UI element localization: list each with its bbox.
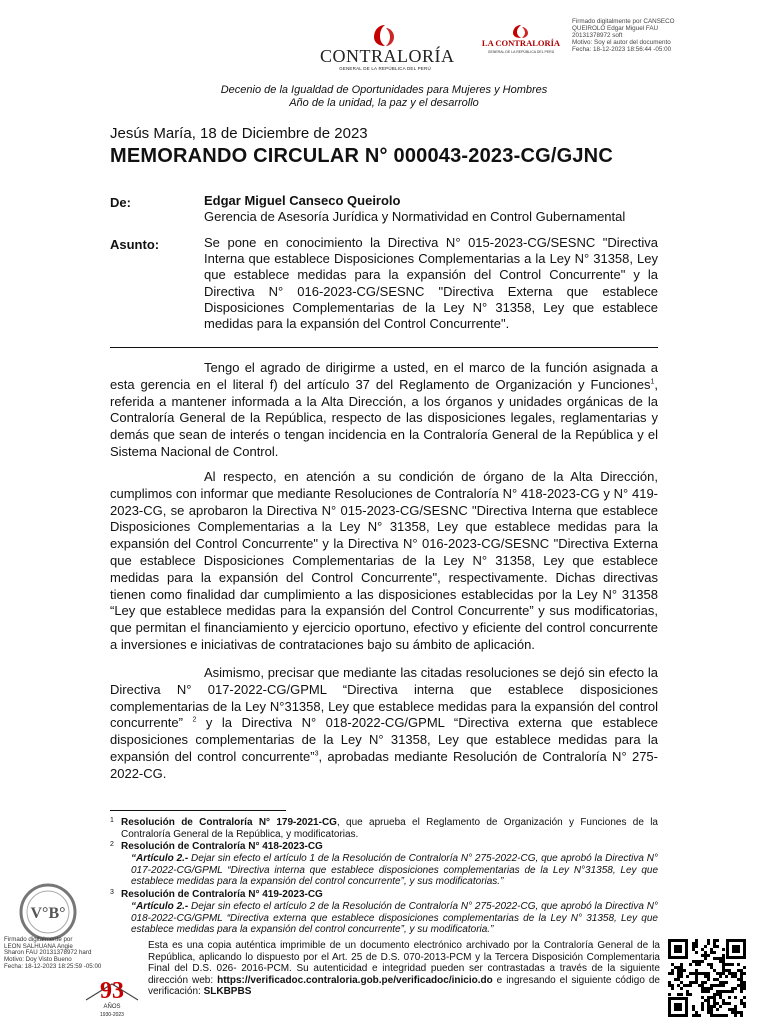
- decenio-line: Decenio de la Igualdad de Oportunidades para Mujeres y Hombres: [220, 84, 548, 96]
- divider: [110, 347, 658, 348]
- signature-line: Motivo: Soy el autor del documento: [572, 39, 671, 47]
- signature-line: Fecha: 18-12-2023 18:56:44 -05:00: [572, 46, 672, 54]
- from-name: Edgar Miguel Canseco Queirolo: [204, 193, 401, 208]
- small-logo-subtitle: GENERAL DE LA REPÚBLICA DEL PERÚ: [487, 50, 555, 54]
- paragraph-text: , referida a mantener informada a la Alta Dirección, a los órganos y unidades orgánicas de la Contraloría General de la República, respecto de las disposiciones legales, reglamentarias y demás que sean de interés o tengan incidencia en la Contraloría General de la República y el Sistema Nacional de Control.: [110, 376, 658, 459]
- subject-label: Asunto:: [110, 237, 160, 252]
- footnote-3: [110, 889, 658, 936]
- paragraph-text: y la Directiva N° 018-2022-CG/GPML “Directiva externa que establece disposiciones complementarias de la Ley N° 31358, Ley que establece medidas para la expansión del control concurrente”: [110, 715, 658, 764]
- anniversary-badge: [80, 960, 144, 1020]
- signature-line: LEON SALHUANA Angie: [4, 942, 73, 950]
- body-paragraph-3: [110, 665, 658, 783]
- memo-date: Jesús María, 18 de Diciembre de 2023: [110, 125, 368, 142]
- paragraph-text: Tengo el agrado de dirigirme a usted, en el marco de la función asignada a esta gerencia en el literal f) del artículo 37 del Reglamento de Organización y Funciones: [110, 360, 658, 392]
- signature-line: Motivo: Doy Visto Bueno: [4, 956, 72, 964]
- footnote-divider: [110, 810, 286, 811]
- digital-signature-top: [572, 18, 762, 53]
- footnote-quote-lead: “Artículo 2.-: [131, 900, 189, 912]
- signature-line: Sharon FAU 20131378972 hard: [4, 949, 92, 957]
- signature-line: 20131378972 soft: [572, 32, 623, 40]
- footnote-ref: 1: [650, 378, 655, 386]
- body-paragraph-2: [110, 469, 658, 654]
- from-label: De:: [110, 195, 131, 210]
- logo-subtitle: GENERAL DE LA REPÚBLICA DEL PERÚ: [339, 66, 431, 71]
- verification-link[interactable]: https://verificadoc.contraloria.gob.pe/verificadoc/inicio.do: [217, 974, 493, 986]
- logo-title: CONTRALORÍA: [320, 46, 455, 66]
- footnote-1: [110, 817, 658, 841]
- footnote-quote: Dejar sin efecto el artículo 1 de la Resolución de Contraloría N° 275-2022-CG, que aprobó la Directiva N° 017-2022-CG/GPML “Directiva interna que establece disposiciones complementarias de la Ley N°31358, Ley que establece medidas para la expansión del control concurrente”, y sus modificatorias.”: [131, 852, 658, 888]
- footnote-number: 3: [110, 889, 114, 896]
- subject-text: Se pone en conocimiento la Directiva N° 015-2023-CG/SESNC "Directiva Interna que establece Disposiciones Complementarias a la Ley N° 31358, Ley que establece medidas para la expansión del Control Concurrente" y la Directiva N° 016-2023-CG/SESNC "Directiva Externa que establece Disposiciones Complementarias de la Ley N° 31358, Ley que establece medidas para la expansión del Control Concurrente".: [204, 235, 658, 332]
- verification-disclaimer: [148, 940, 660, 998]
- contraloria-logo: [320, 22, 455, 71]
- footnote-quote: Dejar sin efecto el artículo 2 de la Resolución de Contraloría N° 275-2022-CG, que aprobó la Directiva N° 018-2022-CG/GPML “Directiva externa que establece disposiciones complementarias de la Ley N° 31358, Ley que establece medidas para la expansión del control concurrente”, y su modificatoria.”: [131, 900, 658, 936]
- decenio-header: [0, 84, 768, 109]
- memo-title: MEMORANDO CIRCULAR N° 000043-2023-CG/GJNC: [110, 145, 613, 167]
- footnote-title: Resolución de Contraloría N° 179-2021-CG: [121, 817, 337, 828]
- footnote-ref: 2: [192, 717, 197, 725]
- paragraph-text: Asimismo, precisar que mediante las citadas resoluciones se dejó sin efecto la Directiva N° 017-2022-CG/GPML “Directiva interna que establece disposiciones complementarias de la Ley N°31358, Ley que establece medidas para la expansión del control concurrente”: [110, 665, 658, 731]
- badge-years: 1930-2023: [100, 1012, 124, 1018]
- disclaimer-text: Esta es una copia auténtica imprimible de un documento electrónico archivado por la Contraloría General de la República, aplicando lo dispuesto por el Art. 25 de D.S. 070-2013-PCM y la Tercera Disposición Complementaria Final del D.S. 026- 2016-PCM. Su autenticidad e integridad pueden ser contrastadas a través de la siguiente dirección web:: [148, 940, 660, 986]
- footnote-title: Resolución de Contraloría N° 419-2023-CG: [121, 889, 323, 900]
- signature-line: Firmado digitalmente por CANSECO: [572, 18, 675, 25]
- body-paragraph-1: [110, 360, 658, 461]
- footnote-ref: 3: [314, 750, 319, 758]
- paragraph-text: , aprobadas mediante Resolución de Contraloría N° 275-2022-CG.: [110, 748, 658, 781]
- badge-label: AÑOS: [103, 1004, 121, 1010]
- disclaimer-text: e ingresando el siguiente código de verificación:: [148, 974, 660, 998]
- vobo-stamp: [16, 880, 80, 944]
- paragraph-text: Al respecto, en atención a su condición de órgano de la Alta Dirección, cumplimos con informar que mediante Resoluciones de Contraloría N° 418-2023-CG y N° 419-2023-CG, se aprobaron la Directiva N° 015-2023-CG/SESNC "Directiva Interna que establece Disposiciones Complementarias a la Ley N° 31358, Ley que establece medidas para la expansión del Control Concurrente" y la Directiva N° 016-2023-CG/SESNC "Directiva Externa que establece Disposiciones Complementarias de la Ley N° 31358, Ley que establece medidas para la expansión del Control Concurrente", respectivamente. Dichas directivas tienen como finalidad dar cumplimiento a las disposiciones establecidas por la Ley N° 31358 “Ley que establece medidas para la expansión del Control Concurrente” y sus modificatorias, que permitan el financiamiento y ejercicio oportuno, efectivo y eficiente del control concurrente a inversiones e iniciativas de contrataciones bajo su ámbito de aplicación.: [110, 469, 658, 652]
- footnote-text: , que aprueba el Reglamento de Organización y Funciones de la Contraloría General de la República, y modificatorias.: [121, 817, 658, 840]
- signature-line: Fecha: 18-12-2023 18:25:59 -05:00: [4, 962, 102, 970]
- signature-line: Firmado digitalmente por: [4, 936, 73, 943]
- footnote-2: [110, 841, 658, 888]
- footnote-number: 1: [110, 817, 114, 824]
- signature-line: QUEIROLO Edgar Miguel FAU: [572, 25, 659, 33]
- footnote-quote-lead: “Artículo 2.-: [131, 852, 189, 864]
- from-office: Gerencia de Asesoría Jurídica y Normatividad en Control Gubernamental: [204, 209, 626, 224]
- contraloria-small-logo: [478, 24, 564, 66]
- small-logo-title: LA CONTRALORÍA: [481, 38, 561, 48]
- footnote-title: Resolución de Contraloría N° 418-2023-CG: [121, 841, 323, 852]
- verification-code: SLKBPBS: [203, 986, 252, 998]
- qr-code: [666, 937, 748, 1019]
- year-motto: Año de la unidad, la paz y el desarrollo: [289, 96, 479, 109]
- footnote-number: 2: [110, 841, 114, 848]
- vobo-text: V°B°: [30, 905, 66, 922]
- badge-number: 93: [100, 978, 124, 1004]
